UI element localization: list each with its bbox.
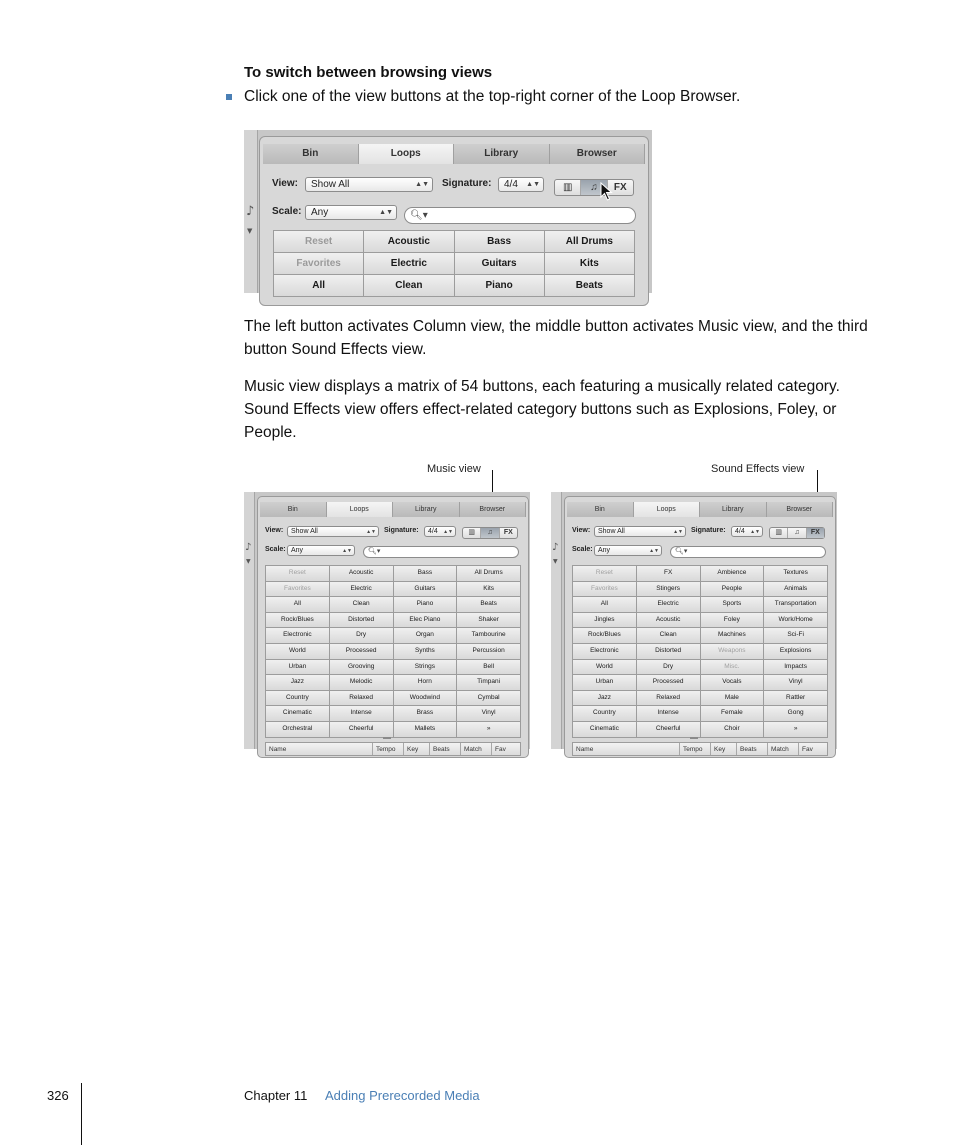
keyword-button[interactable]: Processed: [637, 675, 700, 690]
view-label: View:: [572, 527, 591, 534]
keyword-button[interactable]: Synths: [394, 644, 457, 659]
paragraph-music-view: Music view displays a matrix of 54 buttons, each featuring a musically related category. Sound Effects view offers effect-related category buttons such as Explosions, Foley, or People.: [244, 378, 840, 441]
resize-handle[interactable]: [690, 737, 698, 739]
loop-browser-panel: [259, 136, 649, 306]
column-key[interactable]: Key: [711, 743, 737, 755]
side-strip: [244, 492, 255, 749]
updown-arrows-icon: ▲▼: [342, 548, 352, 554]
keyword-button[interactable]: Tambourine: [457, 628, 520, 643]
loop-browser-panel: [564, 496, 836, 758]
view-popup[interactable]: [305, 177, 433, 192]
down-triangle-icon: ▼: [553, 558, 558, 565]
side-strip: [244, 130, 258, 293]
sound-effects-view-button[interactable]: FX: [807, 528, 824, 538]
music-view-button[interactable]: [481, 528, 499, 538]
keyword-button[interactable]: Explosions: [764, 644, 827, 659]
keyword-button[interactable]: Strings: [394, 660, 457, 675]
keyword-button[interactable]: Dry: [330, 628, 393, 643]
column-view-button[interactable]: [555, 180, 581, 195]
keyword-button[interactable]: Animals: [764, 582, 827, 597]
sound-effects-view-button[interactable]: FX: [613, 182, 627, 193]
signature-popup-value: 4/4: [735, 528, 745, 535]
keyword-button[interactable]: World: [266, 644, 329, 659]
keyword-button[interactable]: Foley: [701, 613, 764, 628]
keyword-button[interactable]: Stingers: [637, 582, 700, 597]
keyword-button[interactable]: Transportation: [764, 597, 827, 612]
signature-popup[interactable]: [498, 177, 544, 192]
keyword-button[interactable]: »: [457, 722, 520, 737]
updown-arrows-icon: ▲▼: [415, 181, 429, 188]
keyword-button[interactable]: Beats: [457, 597, 520, 612]
keyword-button[interactable]: People: [701, 582, 764, 597]
updown-arrows-icon: ▲▼: [379, 209, 393, 216]
keyword-button[interactable]: Dry: [637, 660, 700, 675]
music-note-icon: ♪: [552, 542, 559, 553]
keyword-button[interactable]: Kits: [545, 253, 634, 274]
column-view-icon: ▥: [468, 529, 475, 536]
keyword-button[interactable]: Reset: [274, 231, 363, 252]
keyword-button[interactable]: Beats: [545, 275, 634, 296]
tab-bar: [263, 144, 645, 164]
keyword-button[interactable]: Clean: [364, 275, 453, 296]
keyword-button[interactable]: Guitars: [455, 253, 544, 274]
footer-divider: [81, 1083, 82, 1145]
signature-popup[interactable]: [424, 526, 456, 537]
bullet-square-icon: [226, 94, 232, 100]
signature-label: Signature:: [442, 178, 492, 189]
keyword-button[interactable]: Female: [701, 706, 764, 721]
column-view-icon: ▥: [562, 182, 573, 193]
view-popup[interactable]: [287, 526, 379, 537]
keyword-button[interactable]: Cheerful: [330, 722, 393, 737]
tab-loops[interactable]: Loops: [634, 502, 701, 517]
bullet-item: [226, 87, 906, 107]
keyword-button[interactable]: Kits: [457, 582, 520, 597]
chapter-label: Chapter 11: [244, 1088, 308, 1103]
keyword-button[interactable]: Orchestral: [266, 722, 329, 737]
keyword-button[interactable]: Work/Home: [764, 613, 827, 628]
music-note-icon: ♫: [487, 529, 493, 536]
tab-library[interactable]: Library: [454, 144, 550, 164]
keyword-button[interactable]: Weapons: [701, 644, 764, 659]
bullet-text: Click one of the view buttons at the top-right corner of the Loop Browser.: [244, 88, 741, 105]
keyword-button[interactable]: Vinyl: [457, 706, 520, 721]
view-popup-value: Show All: [291, 528, 318, 535]
keyword-button[interactable]: Piano: [394, 597, 457, 612]
keyword-button[interactable]: Sports: [701, 597, 764, 612]
keyword-button[interactable]: FX: [637, 566, 700, 581]
magnifier-icon: 🔍︎▾: [368, 548, 381, 555]
music-view-figure: [244, 492, 530, 753]
keyword-button[interactable]: Distorted: [637, 644, 700, 659]
search-field[interactable]: [404, 207, 636, 224]
section-heading: To switch between browsing views: [244, 64, 493, 81]
view-popup-value: Show All: [598, 528, 625, 535]
keyword-button[interactable]: Rock/Blues: [573, 628, 636, 643]
keyword-button[interactable]: Jazz: [573, 691, 636, 706]
loop-browser-panel: [257, 496, 529, 758]
column-tempo[interactable]: Tempo: [680, 743, 711, 755]
keyword-button[interactable]: Vocals: [701, 675, 764, 690]
column-view-button[interactable]: [770, 528, 788, 538]
keyword-button[interactable]: Intense: [637, 706, 700, 721]
view-buttons: [769, 527, 825, 539]
keyword-button[interactable]: Bass: [394, 566, 457, 581]
results-column-header: [265, 742, 521, 756]
keyword-button[interactable]: Acoustic: [330, 566, 393, 581]
column-fav[interactable]: Fav: [802, 746, 813, 753]
keyword-button[interactable]: Country: [266, 691, 329, 706]
tab-bin[interactable]: Bin: [260, 502, 327, 517]
keyword-button[interactable]: Mallets: [394, 722, 457, 737]
keyword-button[interactable]: Clean: [637, 628, 700, 643]
loop-browser-figure: [244, 130, 652, 293]
column-key[interactable]: Key: [404, 743, 430, 755]
signature-label: Signature:: [384, 527, 419, 534]
keyword-button[interactable]: Cinematic: [266, 706, 329, 721]
chapter-title: Adding Prerecorded Media: [325, 1088, 480, 1103]
callout-sound-effects-view: Sound Effects view: [711, 463, 805, 475]
tab-bar: [567, 502, 833, 517]
keyword-button[interactable]: Electric: [330, 582, 393, 597]
keyword-grid: [572, 565, 828, 738]
keyword-button[interactable]: Cinematic: [573, 722, 636, 737]
music-note-icon: ♪: [245, 542, 252, 553]
scale-label: Scale:: [265, 546, 286, 553]
tab-bin[interactable]: Bin: [263, 144, 359, 164]
keyword-button[interactable]: Jazz: [266, 675, 329, 690]
scale-popup[interactable]: [594, 545, 662, 556]
keyword-button[interactable]: Woodwind: [394, 691, 457, 706]
keyword-button[interactable]: Organ: [394, 628, 457, 643]
tab-library[interactable]: Library: [393, 502, 460, 517]
column-view-icon: ▥: [775, 529, 782, 536]
column-beats[interactable]: Beats: [737, 743, 768, 755]
keyword-button[interactable]: Electric: [637, 597, 700, 612]
keyword-button[interactable]: Acoustic: [364, 231, 453, 252]
down-triangle-icon: ▼: [246, 558, 251, 565]
sound-effects-view-figure: [551, 492, 837, 753]
keyword-button[interactable]: Bass: [455, 231, 544, 252]
keyword-button[interactable]: Textures: [764, 566, 827, 581]
keyword-button[interactable]: Choir: [701, 722, 764, 737]
keyword-button[interactable]: Processed: [330, 644, 393, 659]
keyword-button[interactable]: Electronic: [573, 644, 636, 659]
callout-music-view: Music view: [427, 463, 481, 475]
keyword-button[interactable]: Percussion: [457, 644, 520, 659]
scale-popup-value: Any: [311, 207, 329, 218]
magnifier-icon: 🔍︎▾: [410, 210, 428, 221]
scale-label: Scale:: [572, 546, 593, 553]
keyword-button[interactable]: All: [266, 597, 329, 612]
view-label: View:: [265, 527, 284, 534]
signature-label: Signature:: [691, 527, 726, 534]
keyword-button[interactable]: Vinyl: [764, 675, 827, 690]
tab-bin[interactable]: Bin: [567, 502, 634, 517]
keyword-button[interactable]: Impacts: [764, 660, 827, 675]
column-name[interactable]: Name: [266, 743, 373, 755]
column-match[interactable]: Match: [461, 743, 492, 755]
tab-loops[interactable]: Loops: [359, 144, 455, 164]
keyword-button[interactable]: Cymbal: [457, 691, 520, 706]
keyword-button[interactable]: Favorites: [274, 253, 363, 274]
keyword-button[interactable]: Elec Piano: [394, 613, 457, 628]
keyword-button[interactable]: Rock/Blues: [266, 613, 329, 628]
scale-popup-value: Any: [598, 547, 611, 554]
keyword-button[interactable]: Favorites: [266, 582, 329, 597]
keyword-button[interactable]: Shaker: [457, 613, 520, 628]
keyword-button[interactable]: Gong: [764, 706, 827, 721]
keyword-button[interactable]: Male: [701, 691, 764, 706]
keyword-button[interactable]: World: [573, 660, 636, 675]
column-fav[interactable]: Fav: [495, 746, 506, 753]
music-note-icon: ♪: [246, 204, 255, 219]
music-note-icon: ♫: [794, 529, 800, 536]
keyword-button[interactable]: Guitars: [394, 582, 457, 597]
tab-loops[interactable]: Loops: [327, 502, 394, 517]
view-popup[interactable]: [594, 526, 686, 537]
keyword-button[interactable]: Country: [573, 706, 636, 721]
keyword-button[interactable]: Jingles: [573, 613, 636, 628]
keyword-button[interactable]: Electronic: [266, 628, 329, 643]
keyword-button[interactable]: Relaxed: [330, 691, 393, 706]
keyword-button[interactable]: Horn: [394, 675, 457, 690]
signature-popup[interactable]: [731, 526, 763, 537]
tab-browser[interactable]: Browser: [550, 144, 646, 164]
keyword-button[interactable]: Piano: [455, 275, 544, 296]
column-name[interactable]: Name: [573, 743, 680, 755]
keyword-button[interactable]: All: [573, 597, 636, 612]
search-field[interactable]: [363, 546, 519, 558]
scale-popup[interactable]: [305, 205, 397, 220]
tab-library[interactable]: Library: [700, 502, 767, 517]
keyword-button[interactable]: Brass: [394, 706, 457, 721]
keyword-button[interactable]: Ambience: [701, 566, 764, 581]
updown-arrows-icon: ▲▼: [526, 181, 540, 188]
column-tempo[interactable]: Tempo: [373, 743, 404, 755]
keyword-button[interactable]: Timpani: [457, 675, 520, 690]
mouse-pointer-icon: [600, 182, 614, 202]
music-view-button[interactable]: [788, 528, 806, 538]
keyword-grid: [265, 565, 521, 738]
updown-arrows-icon: ▲▼: [649, 548, 659, 554]
signature-popup-value: 4/4: [428, 528, 438, 535]
keyword-button[interactable]: Reset: [573, 566, 636, 581]
tab-bar: [260, 502, 526, 517]
keyword-button[interactable]: Bell: [457, 660, 520, 675]
updown-arrows-icon: ▲▼: [443, 529, 453, 535]
keyword-button[interactable]: Relaxed: [637, 691, 700, 706]
keyword-button[interactable]: »: [764, 722, 827, 737]
keyword-button[interactable]: Grooving: [330, 660, 393, 675]
keyword-button[interactable]: Misc.: [701, 660, 764, 675]
side-strip: [551, 492, 562, 749]
column-beats[interactable]: Beats: [430, 743, 461, 755]
keyword-button[interactable]: Urban: [266, 660, 329, 675]
down-triangle-icon: ▼: [247, 227, 253, 235]
scale-popup-value: Any: [291, 547, 304, 554]
results-column-header: [572, 742, 828, 756]
updown-arrows-icon: ▲▼: [673, 529, 683, 535]
column-view-button[interactable]: [463, 528, 481, 538]
resize-handle[interactable]: [383, 737, 391, 739]
scale-popup[interactable]: [287, 545, 355, 556]
column-match[interactable]: Match: [768, 743, 799, 755]
keyword-button[interactable]: Urban: [573, 675, 636, 690]
page-number: 326: [47, 1088, 69, 1103]
keyword-grid: [273, 230, 635, 297]
keyword-button[interactable]: Intense: [330, 706, 393, 721]
view-buttons: [554, 179, 634, 196]
tab-browser[interactable]: Browser: [460, 502, 527, 517]
keyword-button[interactable]: Favorites: [573, 582, 636, 597]
keyword-button[interactable]: Machines: [701, 628, 764, 643]
view-buttons: [462, 527, 518, 539]
view-popup-value: Show All: [311, 179, 350, 190]
keyword-button[interactable]: All Drums: [457, 566, 520, 581]
tab-browser[interactable]: Browser: [767, 502, 834, 517]
keyword-button[interactable]: Sci-Fi: [764, 628, 827, 643]
keyword-button[interactable]: Rattler: [764, 691, 827, 706]
updown-arrows-icon: ▲▼: [750, 529, 760, 535]
search-field[interactable]: [670, 546, 826, 558]
keyword-button[interactable]: All Drums: [545, 231, 634, 252]
keyword-button[interactable]: Clean: [330, 597, 393, 612]
sound-effects-view-button[interactable]: FX: [503, 529, 513, 536]
updown-arrows-icon: ▲▼: [366, 529, 376, 535]
keyword-button[interactable]: Melodic: [330, 675, 393, 690]
paragraph-view-buttons: The left button activates Column view, the middle button activates Music view, and the third button Sound Effects view.: [244, 318, 868, 358]
keyword-button[interactable]: Electric: [364, 253, 453, 274]
view-label: View:: [272, 178, 298, 189]
keyword-button[interactable]: Cheerful: [637, 722, 700, 737]
magnifier-icon: 🔍︎▾: [675, 548, 688, 555]
keyword-button[interactable]: Distorted: [330, 613, 393, 628]
music-note-icon: ♫: [590, 182, 598, 193]
keyword-button[interactable]: Acoustic: [637, 613, 700, 628]
signature-popup-value: 4/4: [504, 179, 518, 190]
keyword-button[interactable]: All: [274, 275, 363, 296]
scale-label: Scale:: [272, 206, 302, 217]
keyword-button[interactable]: Reset: [266, 566, 329, 581]
